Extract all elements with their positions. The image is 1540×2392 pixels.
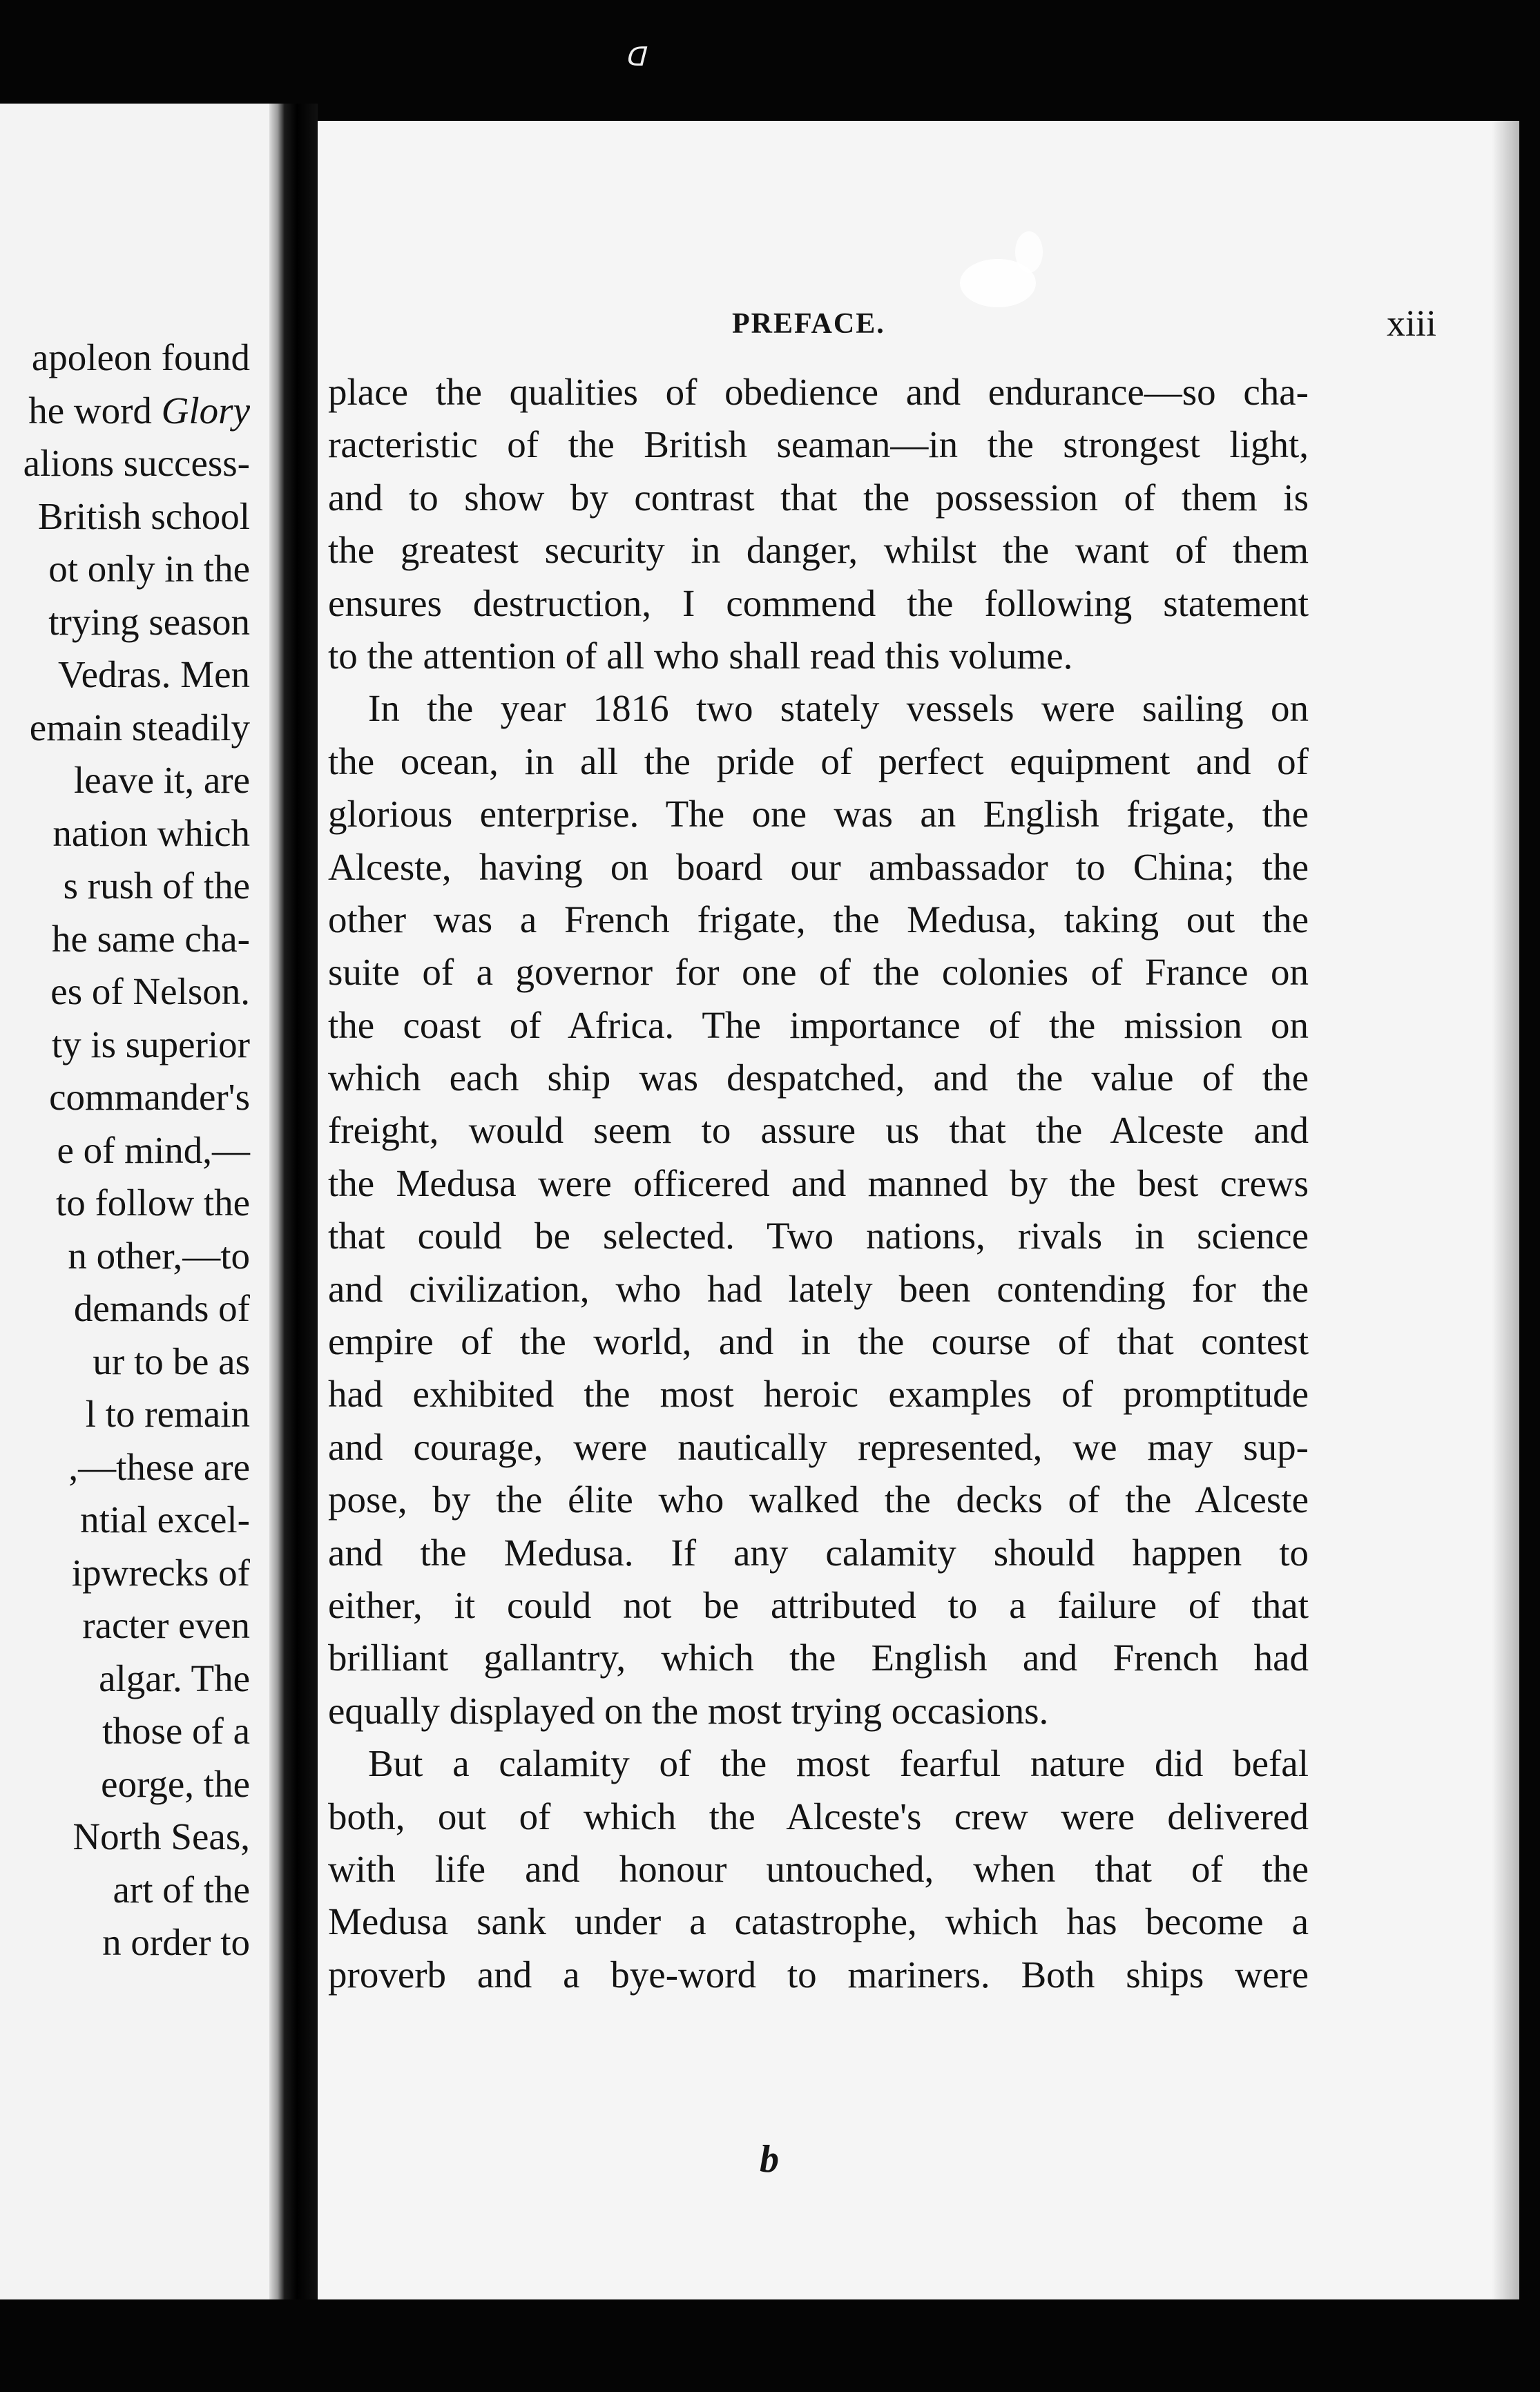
left-page-line: racter even [82,1604,250,1646]
left-page-line: demands of [73,1287,250,1329]
left-page-line: he word Glory [28,389,250,432]
body-text [328,366,1309,2001]
left-page-line: ipwrecks of [71,1551,250,1594]
left-page-line: leave it, are [74,759,250,801]
text-line: empire of the world, and in the course of that contest [328,1320,1309,1363]
left-page-line: he same cha- [51,917,250,960]
book-gutter [269,104,318,2299]
left-page-line: algar. The [99,1657,250,1699]
left-page-line: ot only in the [48,548,250,590]
left-page-line: British school [37,494,250,537]
paragraph [328,366,1309,682]
text-line: pose, by the élite who walked the decks of the Alceste [328,1478,1309,1521]
paragraph [328,1737,1309,2001]
left-page-line: alions success- [23,442,250,484]
paragraph [328,682,1309,1737]
text-line: ensures destruction, I commend the following statement [328,581,1309,624]
running-head [318,302,1519,356]
left-page-line: emain steadily [29,706,250,749]
running-title: PREFACE. [732,308,885,340]
text-line: equally displayed on the most trying occasions. [328,1689,1049,1732]
text-line: and civilization, who had lately been contending for the [328,1267,1309,1310]
left-page-line: Vedras. Men [58,653,250,695]
text-line: Medusa sank under a catastrophe, which has become a [328,1900,1309,1943]
paper-blemish [1015,231,1043,273]
text-line: to the attention of all who shall read this volume. [328,634,1073,677]
text-line: both, out of which the Alceste's crew were delivered [328,1795,1309,1838]
text-line: the Medusa were officered and manned by the best crews [328,1161,1309,1204]
left-page-line: trying season [48,600,250,643]
text-line: In the year 1816 two stately vessels were sailing on [368,687,1309,730]
left-page-line: commander's [49,1076,250,1118]
left-page-text [0,331,250,1969]
top-margin-mark: ᗡ [625,43,646,72]
left-page-line: n other,—to [68,1234,250,1277]
left-page-line: ,—these are [68,1445,250,1488]
text-line: the coast of Africa. The importance of the mission on [328,1003,1309,1046]
text-line: and the Medusa. If any calamity should happen to [328,1531,1309,1574]
text-line: other was a French frigate, the Medusa, taking out the [328,898,1309,941]
text-line: the greatest security in danger, whilst the want of them [328,529,1309,572]
left-page-line: n order to [102,1921,250,1963]
left-page-line: art of the [113,1868,250,1911]
left-page-line: North Seas, [73,1815,250,1858]
text-line: brilliant gallantry, which the English and French had [328,1637,1309,1679]
text-line: racteristic of the British seaman—in the strongest light, [328,423,1309,466]
text-line: place the qualities of obedience and endurance—so cha- [328,371,1309,413]
text-line: had exhibited the most heroic examples of promptitude [328,1373,1309,1416]
text-line: freight, would seem to assure us that the Alceste and [328,1109,1309,1152]
page-number: xiii [1386,302,1436,344]
text-line: But a calamity of the most fearful nature did befal [368,1742,1309,1785]
text-line: with life and honour untouched, when that of the [328,1847,1309,1890]
text-line: proverb and a bye-word to mariners. Both ships were [328,1953,1309,1996]
text-line: either, it could not be attributed to a failure of that [328,1583,1309,1626]
left-page-line: es of Nelson. [50,970,250,1012]
left-page-line: ty is superior [51,1023,250,1065]
emphasized-word: Glory [161,389,250,432]
right-page [318,121,1519,2299]
left-page-fragment [0,104,269,2299]
text-line: and courage, were nautically represented, we may sup- [328,1425,1309,1468]
signature-mark: b [760,2138,779,2181]
left-page-line: to follow the [55,1181,250,1224]
left-page-line: l to remain [85,1393,250,1435]
left-page-line: those of a [102,1710,250,1752]
left-page-line: s rush of the [63,865,250,907]
left-page-line: apoleon found [31,336,250,378]
text-line: Alceste, having on board our ambassador to China; the [328,845,1309,888]
left-page-line: ntial excel- [80,1498,250,1541]
text-line: which each ship was despatched, and the value of the [328,1057,1309,1099]
left-page-line: eorge, the [101,1762,250,1805]
text-line: the ocean, in all the pride of perfect equipment and of [328,740,1309,782]
text-line: glorious enterprise. The one was an English frigate, the [328,793,1309,836]
left-page-line: ur to be as [93,1340,250,1382]
text-line: suite of a governor for one of the colonies of France on [328,951,1309,994]
text-line: and to show by contrast that the possession of them is [328,476,1309,519]
text-line: that could be selected. Two nations, rivals in science [328,1215,1309,1257]
left-page-line: e of mind,— [57,1128,250,1171]
left-page-line: nation which [52,811,250,854]
